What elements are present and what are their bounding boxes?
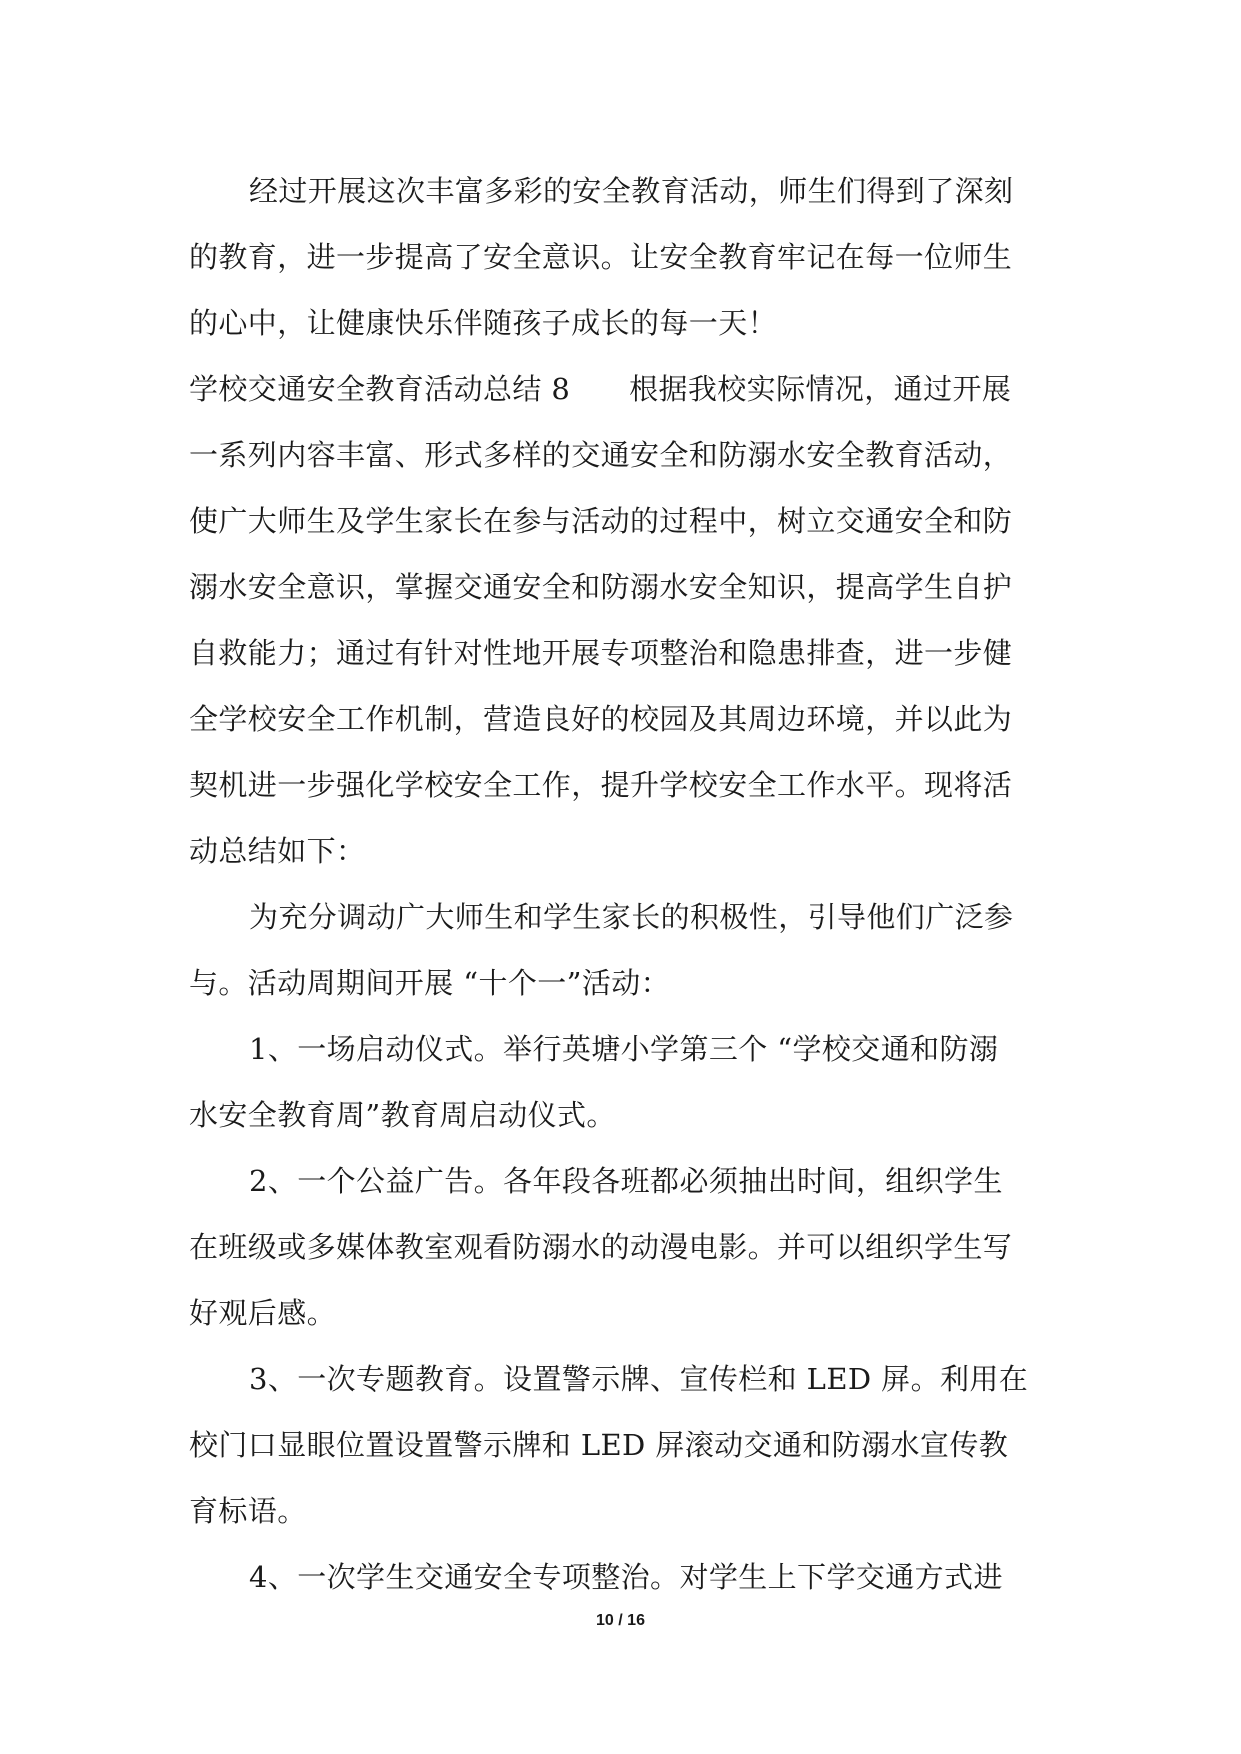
text-line: 在班级或多媒体教室观看防溺水的动漫电影。并可以组织学生写: [189, 1230, 1013, 1264]
list-item-line: 1、一场启动仪式。举行英塘小学第三个 “学校交通和防溺: [249, 1032, 999, 1066]
list-item-line: 3、一次专题教育。设置警示牌、宣传栏和 LED 屏。利用在: [249, 1362, 1029, 1396]
body-text: [189, 158, 1059, 1610]
text-line: 校门口显眼位置设置警示牌和 LED 屏滚动交通和防溺水宣传教: [189, 1428, 1009, 1462]
text-line: 水安全教育周”教育周启动仪式。: [189, 1098, 616, 1132]
text-line: 的心中，让健康快乐伴随孩子成长的每一天！: [189, 306, 778, 340]
text-line: 契机进一步强化学校安全工作，提升学校安全工作水平。现将活: [189, 768, 1013, 802]
text-line: 溺水安全意识，掌握交通安全和防溺水安全知识，提高学生自护: [189, 570, 1013, 604]
section-heading-line: 学校交通安全教育活动总结 8 根据我校实际情况，通过开展: [189, 372, 1012, 406]
text-line: 动总结如下：: [189, 834, 366, 868]
text-line: 全学校安全工作机制，营造良好的校园及其周边环境，并以此为: [189, 702, 1013, 736]
text-line: 的教育，进一步提高了安全意识。让安全教育牢记在每一位师生: [189, 240, 1013, 274]
text-line: 与。活动周期间开展 “十个一”活动：: [189, 966, 671, 1000]
text-line: 经过开展这次丰富多彩的安全教育活动，师生们得到了深刻: [249, 174, 1014, 208]
list-item-line: 2、一个公益广告。各年段各班都必须抽出时间，组织学生: [249, 1164, 1003, 1198]
text-line: 为充分调动广大师生和学生家长的积极性，引导他们广泛参: [249, 900, 1014, 934]
text-line: 使广大师生及学生家长在参与活动的过程中，树立交通安全和防: [189, 504, 1013, 538]
list-item-line: 4、一次学生交通安全专项整治。对学生上下学交通方式进: [249, 1560, 1003, 1594]
text-line: 一系列内容丰富、形式多样的交通安全和防溺水安全教育活动，: [189, 438, 1013, 472]
text-line: 自救能力；通过有针对性地开展专项整治和隐患排查，进一步健: [189, 636, 1013, 670]
text-line: 好观后感。: [189, 1296, 337, 1330]
text-line: 育标语。: [189, 1494, 307, 1528]
page-number: 10 / 16: [596, 1612, 645, 1629]
